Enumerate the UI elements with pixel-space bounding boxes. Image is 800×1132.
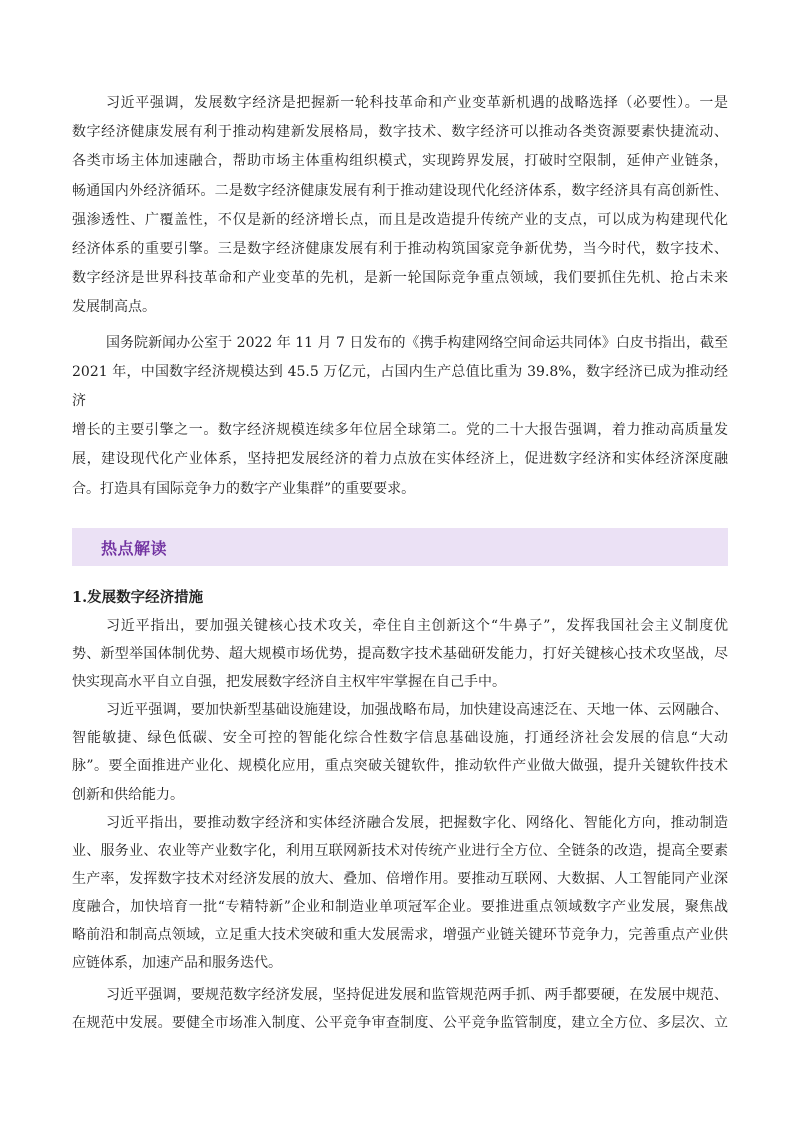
paragraph (72, 696, 728, 808)
hot-topic-banner (72, 528, 728, 566)
text-line: 增长的主要引擎之一。数字经济规模连续多年位居全球第二。党的二十大报告强调，着力推动高质量发 (72, 422, 728, 439)
text-line: 脉”。要全面推进产业化、规模化应用，重点突破关键软件，推动软件产业做大做强，提升关键软件技术 (72, 758, 728, 775)
text-line: 数字经济健康发展有利于推动构建新发展格局，数字技术、数字经济可以推动各类资源要素快捷流动、 (72, 124, 728, 141)
text-line: 习近平指出，要推动数字经济和实体经济融合发展，把握数字化、网络化、智能化方向，推动制造 (106, 814, 728, 831)
text-line: 智能敏捷、绿色低碳、安全可控的智能化综合性数字信息基础设施，打通经济社会发展的信息“大动 (72, 730, 728, 747)
text-line: 快实现高水平自立自强，把发展数字经济自主权牢牢掌握在自己手中。 (72, 674, 506, 691)
text-line: 习近平指出，要加强关键核心技术攻关，牵住自主创新这个“牛鼻子”，发挥我国社会主义制度优 (106, 618, 728, 634)
text-line: 业、服务业、农业等产业数字化，利用互联网新技术对传统产业进行全方位、全链条的改造，提高全要素 (72, 842, 728, 859)
intro-section (72, 89, 728, 504)
text-line: 展，建设现代化产业体系，坚持把发展经济的着力点放在实体经济上，促进数字经济和实体经济深度融 (72, 451, 728, 468)
text-line: 强渗透性、广覆盖性，不仅是新的经济增长点，而且是改造提升传统产业的支点，可以成为构建现代化 (72, 211, 728, 228)
section-heading: 1.发展数字经济措施 (72, 589, 204, 606)
text-line: 度融合，加快培育一批“专精特新”企业和制造业单项冠军企业。要推进重点领域数字产业发展，聚焦战 (72, 898, 728, 915)
measures-section (72, 612, 728, 1037)
paragraph (72, 809, 728, 978)
text-line: 各类市场主体加速融合，帮助市场主体重构组织模式，实现跨界发展，打破时空限制，延伸产业链条， (72, 153, 728, 170)
text-line: 畅通国内外经济循环。二是数字经济健康发展有利于推动建设现代化经济体系，数字经济具有高创新性、 (72, 182, 728, 199)
text-line: 2021 年，中国数字经济规模达到 45.5 万亿元，占国内生产总值比重为 39.8%，数字经济已成为推动经济 (72, 363, 728, 410)
text-line: 数字经济是世界科技革命和产业变革的先机，是新一轮国际竞争重点领域，我们要抓住先机、抢占未来 (72, 270, 728, 287)
text-line: 生产率，发挥数字技术对经济发展的放大、叠加、倍增作用。要推动互联网、大数据、人工智能同产业深 (72, 870, 728, 887)
text-line: 经济体系的重要引擎。三是数字经济健康发展有利于推动构筑国家竞争新优势，当今时代，数字技术、 (72, 241, 728, 258)
text-line: 发展制高点。 (72, 299, 156, 316)
text-line: 创新和供给能力。 (72, 786, 184, 803)
text-line: 应链体系，加速产品和服务迭代。 (72, 955, 282, 972)
text-line: 合。打造具有国际竞争力的数字产业集群”的重要要求。 (72, 480, 416, 497)
paragraph (72, 612, 728, 696)
text-line: 势、新型举国体制优势、超大规模市场优势，提高数字技术基础研发能力，打好关键核心技术攻坚战，尽 (72, 646, 728, 663)
text-line: 在规范中发展。要健全市场准入制度、公平竞争审查制度、公平竞争监管制度，建立全方位、多层次、立 (72, 1015, 728, 1032)
paragraph (72, 89, 728, 323)
banner-title: 热点解读 (101, 538, 168, 558)
paragraph (72, 981, 728, 1037)
text-line: 习近平强调，要加快新型基础设施建设，加强战略布局，加快建设高速泛在、天地一体、云网融合、 (106, 702, 728, 719)
text-line: 国务院新闻办公室于 2022 年 11 月 7 日发布的《携手构建网络空间命运共同体》白皮书指出，截至 (106, 334, 728, 351)
text-line: 习近平强调，要规范数字经济发展，坚持促进发展和监管规范两手抓、两手都要硬，在发展中规范、 (106, 987, 728, 1004)
text-line: 略前沿和制高点领域，立足重大技术突破和重大发展需求，增强产业链关键环节竞争力，完善重点产业供 (72, 927, 728, 944)
paragraph (72, 329, 728, 504)
text-line: 习近平强调，发展数字经济是把握新一轮科技革命和产业变革新机遇的战略选择（必要性）。一是 (106, 95, 728, 111)
